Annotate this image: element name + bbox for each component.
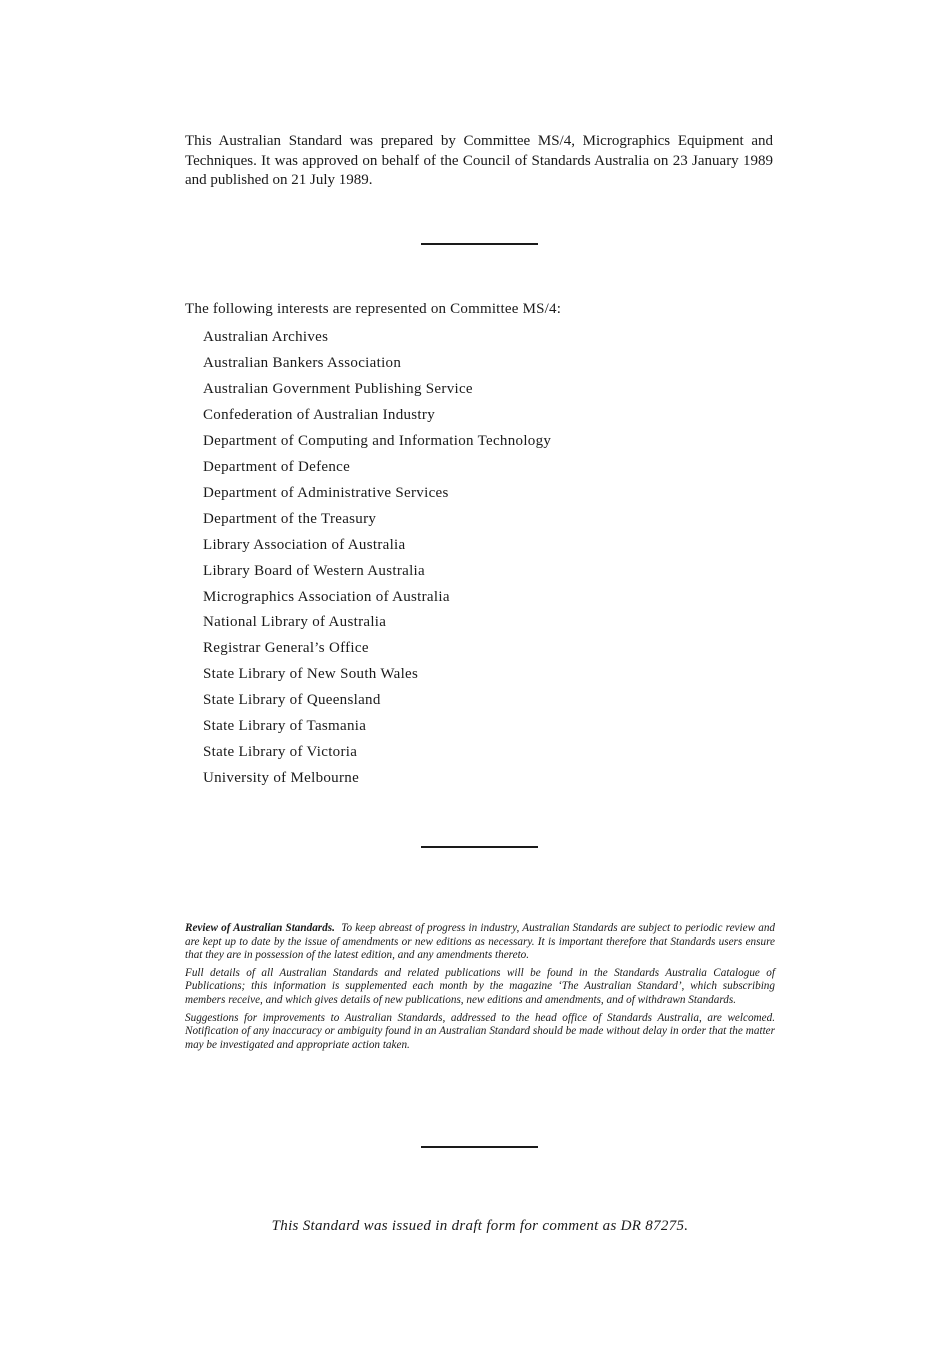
section-divider [421, 243, 538, 245]
committee-member: University of Melbourne [203, 770, 360, 787]
committee-member: Confederation of Australian Industry [203, 406, 435, 423]
committee-member: Department of Computing and Information Technology [203, 432, 552, 449]
review-paragraph: Suggestions for improvements to Australian Standards, addressed to the head office of Standards Australia, are welcomed. Notification of any inaccuracy or ambiguity found in an Australian Standard should be made without delay in order that the matter may be investigated and appropriate action taken. [185, 1011, 775, 1051]
section-divider [421, 1146, 538, 1148]
committee-member: State Library of Queensland [203, 692, 381, 709]
committee-member: State Library of New South Wales [203, 666, 419, 683]
committee-member: State Library of Victoria [203, 744, 358, 761]
committee-member: Australian Bankers Association [203, 354, 402, 371]
preparation-statement: This Australian Standard was prepared by Committee MS/4, Micrographics Equipment and Techniques. It was approved on behalf of the Council of Standards Australia on 23 January 1989 and published on 21 July 1989. [185, 133, 773, 188]
committee-member: National Library of Australia [203, 614, 387, 631]
review-paragraph [185, 922, 775, 963]
review-notice [185, 922, 775, 1056]
committee-member: Micrographics Association of Australia [203, 588, 450, 605]
committee-section [185, 299, 775, 792]
committee-member: Library Association of Australia [203, 536, 406, 553]
committee-member: Registrar General’s Office [203, 640, 369, 657]
review-lead: Review of Australian Standards. [185, 922, 335, 934]
section-divider [421, 846, 538, 848]
committee-member: Australian Government Publishing Service [203, 380, 473, 397]
review-paragraph-text: To keep abreast of progress in industry, Australian Standards are subject to periodic review and are kept up to date by the issue of amendments or new editions as necessary. It is important therefore that Standards users ensure that they are in possession of the latest edition, and any amendments thereto. [185, 922, 776, 962]
committee-member: Australian Archives [203, 329, 329, 345]
draft-note: This Standard was issued in draft form for comment as DR 87275. [271, 1218, 689, 1234]
committee-member-list [185, 325, 775, 792]
committee-heading: The following interests are represented on Committee MS/4: [185, 301, 562, 317]
committee-member: Department of the Treasury [203, 510, 377, 527]
committee-member: Department of Defence [203, 458, 351, 475]
review-paragraph: Full details of all Australian Standards and related publications will be found in the Standards Australia Catalogue of Publications; this information is supplemented each month by the magazine ‘The Australian Standard’, which subscribing members receive, and which gives details of new publications, new editions and amendments, and of withdrawn Standards. [185, 966, 775, 1006]
committee-member: Library Board of Western Australia [203, 562, 425, 579]
committee-member: Department of Administrative Services [203, 484, 449, 501]
committee-member: State Library of Tasmania [203, 718, 367, 735]
